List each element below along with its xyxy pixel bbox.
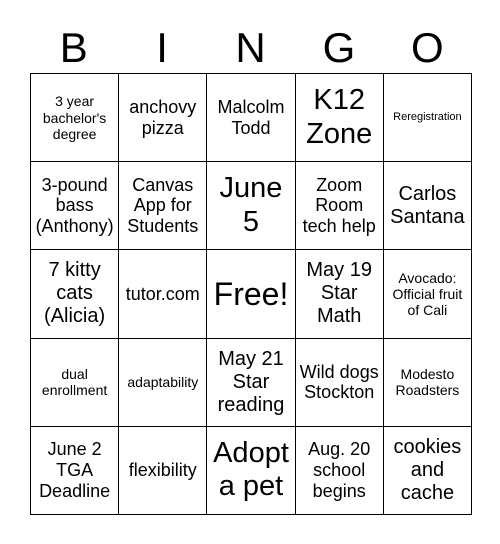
bingo-cell[interactable] (296, 162, 384, 250)
cell-text: Reregistration (393, 111, 462, 124)
bingo-cell[interactable] (119, 339, 207, 427)
header-letter-o: O (410, 24, 445, 71)
cell-text: Avocado: Official fruit of Cali (392, 269, 463, 319)
cell-text: K12 Zone (306, 84, 373, 150)
bingo-cell[interactable] (207, 339, 295, 427)
bingo-cell[interactable] (207, 162, 295, 250)
bingo-cell[interactable] (31, 250, 119, 338)
bingo-cell[interactable] (296, 250, 384, 338)
cell-text: Malcolm Todd (217, 96, 285, 138)
header-letter-i: I (156, 24, 169, 71)
cell-text: cookies and cache (393, 435, 462, 504)
bingo-cell[interactable] (119, 427, 207, 515)
bingo-cell[interactable] (384, 339, 472, 427)
cell-text: May 21 Star reading (217, 347, 285, 416)
bingo-header (30, 22, 472, 74)
cell-text: tutor.com (125, 283, 200, 304)
header-letter-b: B (59, 24, 89, 71)
bingo-cell[interactable] (207, 74, 295, 162)
header-letter-n: N (235, 24, 267, 71)
cell-text: Carlos Santana (390, 182, 465, 228)
cell-text: flexibility (128, 460, 197, 481)
cell-text: 7 kitty cats (Alicia) (44, 259, 106, 328)
bingo-cell[interactable] (384, 74, 472, 162)
cell-text: Aug. 20 school begins (308, 439, 371, 501)
free-space[interactable] (207, 250, 295, 338)
bingo-cell[interactable] (384, 162, 472, 250)
bingo-cell[interactable] (384, 250, 472, 338)
bingo-cell[interactable] (296, 339, 384, 427)
cell-text: Canvas App for Students (127, 174, 199, 237)
cell-text: Zoom Room tech help (302, 174, 376, 237)
cell-text: May 19 Star Math (306, 259, 372, 328)
header-letter-g: G (322, 24, 357, 71)
cell-text: June 2 TGA Deadline (39, 439, 111, 501)
cell-text: June 5 (219, 172, 283, 238)
cell-text: Modesto Roadsters (395, 366, 460, 399)
bingo-cell[interactable] (296, 427, 384, 515)
cell-text: Wild dogs Stockton (299, 361, 379, 403)
bingo-cell[interactable] (31, 339, 119, 427)
bingo-cell[interactable] (31, 74, 119, 162)
cell-text: dual enrollment (41, 366, 108, 399)
cell-text: 3 year bachelor's degree (42, 93, 107, 142)
cell-text: adaptability (127, 374, 199, 391)
cell-text: 3-pound bass (Anthony) (35, 174, 114, 237)
bingo-cell[interactable] (31, 427, 119, 515)
bingo-cell[interactable] (296, 74, 384, 162)
bingo-cell[interactable] (119, 74, 207, 162)
bingo-cell[interactable] (31, 162, 119, 250)
bingo-cell[interactable] (119, 162, 207, 250)
bingo-board (30, 73, 472, 515)
bingo-cell[interactable] (384, 427, 472, 515)
cell-text: anchovy pizza (129, 96, 197, 138)
bingo-cell[interactable] (207, 427, 295, 515)
bingo-cell[interactable] (119, 250, 207, 338)
cell-text: Free! (213, 275, 289, 312)
cell-text: Adopt a pet (213, 437, 289, 503)
